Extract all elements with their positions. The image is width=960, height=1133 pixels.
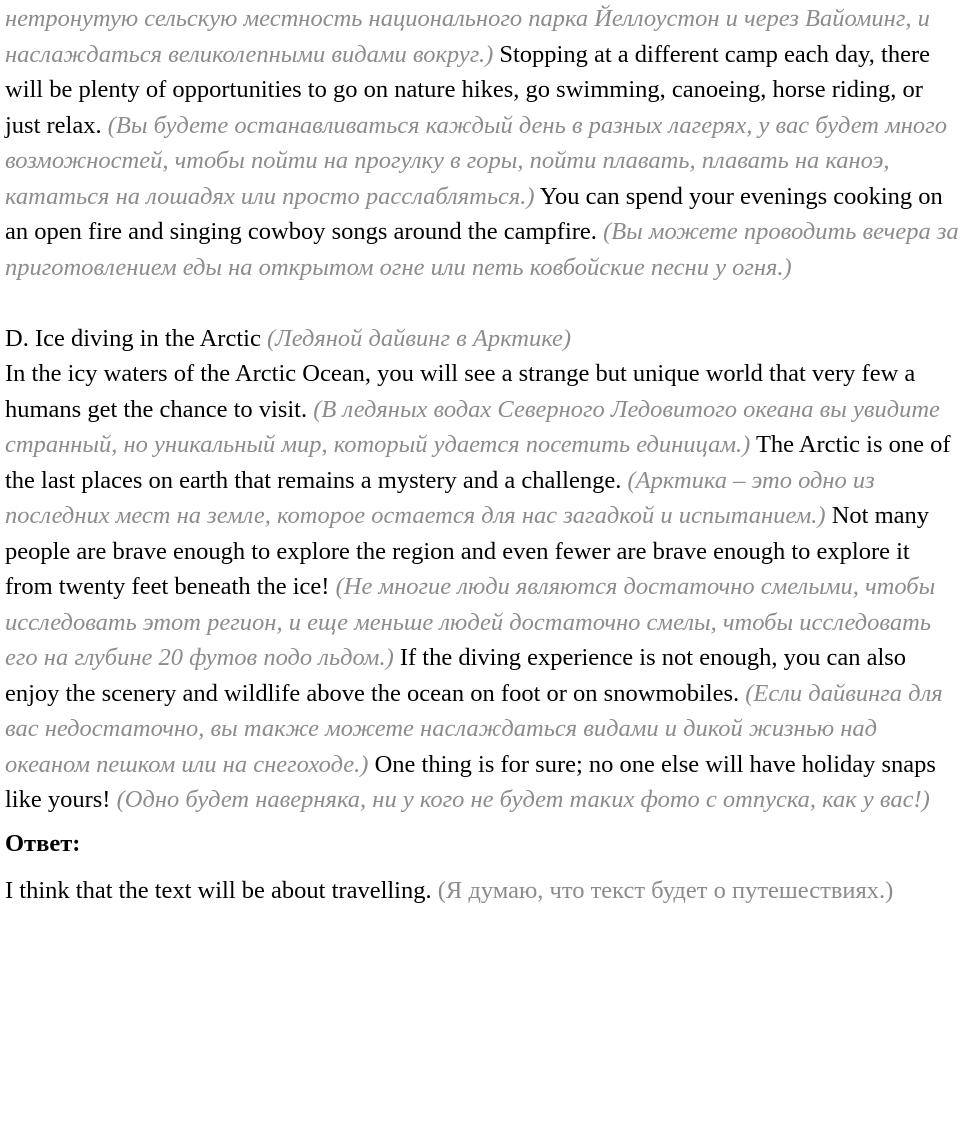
translation-text: (Арктика – это одно из последних мест на земле, которое остается для нас загадкой и испытанием.) xyxy=(5,466,875,529)
section-d-heading xyxy=(5,321,960,357)
english-text: Not many people are brave enough to explore the region and even fewer are brave enough to explore it from twenty feet beneath the ice! xyxy=(5,502,929,600)
translation-text: (Вы будете останавливаться каждый день в разных лагерях, у вас будет много возможностей, чтобы пойти на прогулку в горы, пойти плавать, плавать на каноэ, кататься на лошадях или просто расслабляться.) xyxy=(5,111,947,210)
answer-label: Ответ: xyxy=(5,829,81,857)
paragraph-spacer xyxy=(5,285,960,321)
document-page xyxy=(5,0,960,909)
translation-text: нетронутую сельскую местность национального парка Йеллоустон и через Вайоминг, и наслаждаться великолепными видами вокруг.) xyxy=(5,5,930,68)
english-text: In the icy waters of the Arctic Ocean, you will see a strange but unique world that very few a humans get the chance to visit. xyxy=(5,360,916,423)
section-c-paragraph xyxy=(5,1,960,285)
section-d-paragraph xyxy=(5,356,960,818)
translation-text: (Вы можете проводить вечера за приготовлением еды на открытом огне или петь ковбойские песни у огня.) xyxy=(5,218,959,281)
english-text: The Arctic is one of the last places on earth that remains a mystery and a challenge. xyxy=(5,431,951,494)
translation-text: (Если дайвинга для вас недостаточно, вы также можете наслаждаться видами и дикой жизнью над океаном пешком или на снегоходе.) xyxy=(5,679,943,778)
section-heading-translation: (Ледяной дайвинг в Арктике) xyxy=(266,324,572,352)
answer-text: I think that the text will be about travelling. xyxy=(5,877,438,904)
english-text: One thing is for sure; no one else will have holiday snaps like yours! xyxy=(5,750,936,813)
answer-translation: (Я думаю, что текст будет о путешествиях.) xyxy=(437,877,894,904)
translation-text: (Не многие люди являются достаточно смелыми, чтобы исследовать этот регион, и еще меньше людей достаточно смелы, чтобы исследовать его на глубине 20 футов подо льдом.) xyxy=(5,573,936,671)
answer-paragraph xyxy=(5,873,960,909)
english-text: If the diving experience is not enough, you can also enjoy the scenery and wildlife above the ocean on foot or on snowmobiles. xyxy=(5,644,907,707)
translation-text: (В ледяных водах Северного Ледовитого океана вы увидите странный, но уникальный мир, который удается посетить единицам.) xyxy=(5,395,940,458)
english-text: You can spend your evenings cooking on an open fire and singing cowboy songs around the campfire. xyxy=(5,182,943,245)
translation-text: (Одно будет наверняка, ни у кого не будет таких фото с отпуска, как у вас!) xyxy=(116,786,930,813)
section-heading-text: D. Ice diving in the Arctic xyxy=(5,324,267,352)
english-text: Stopping at a different camp each day, there will be plenty of opportunities to go on nature hikes, go swimming, canoeing, horse riding, or just relax. xyxy=(5,40,930,139)
